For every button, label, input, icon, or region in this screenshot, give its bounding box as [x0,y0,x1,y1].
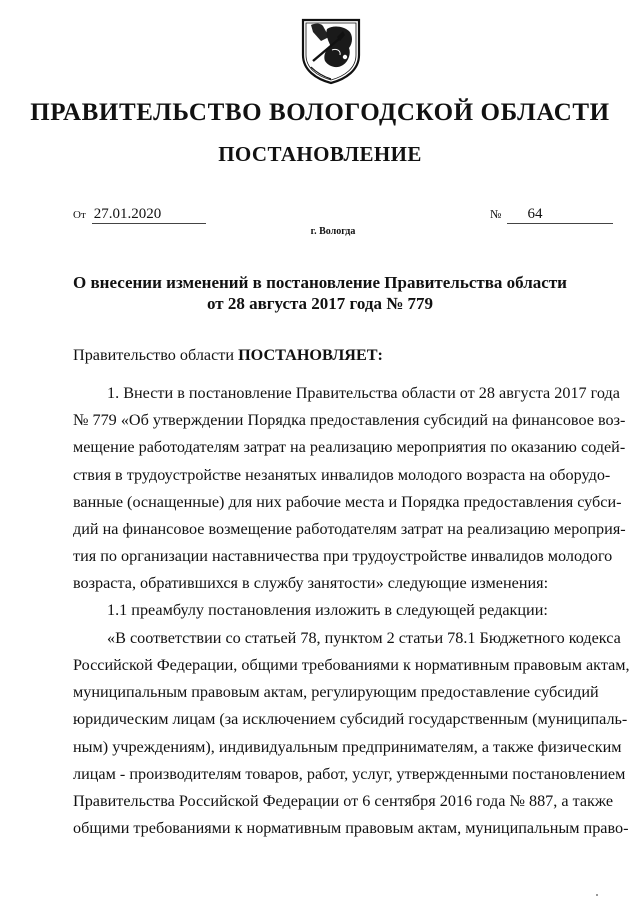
paragraph-line: ным) учреждениям), индивидуальным предпринимателям, а также физическим [73,738,622,756]
scan-speck [596,894,598,896]
paragraph-line: мещение работодателям затрат на реализацию мероприятия по оказанию содей- [73,438,626,456]
paragraph-line: лицам - производителям товаров, работ, услуг, утвержденными постановлением [73,765,626,783]
paragraph-line: возраста, обратившихся в службу занятости» следующие изменения: [73,574,549,592]
resolve-keyword: ПОСТАНОВЛЯЕТ: [238,346,383,364]
paragraph-line: Российской Федерации, общими требованиями к нормативным правовым актам, [73,656,630,674]
heading-line: О внесении изменений в постановление Правительства области [73,273,567,292]
paragraph-line: ствия в трудоустройстве незанятых инвалидов молодого возраста на оборудо- [73,466,611,484]
number-field [490,206,613,224]
paragraph-line: ванные (оснащенные) для них рабочие места и Порядка предоставления субси- [73,493,622,511]
document-number: 64 [507,206,613,224]
paragraph-line: общими требованиями к нормативным правовым актам, муниципальным право- [73,819,629,837]
government-title: ПРАВИТЕЛЬСТВО ВОЛОГОДСКОЙ ОБЛАСТИ [30,99,610,126]
date-prefix: От [73,209,86,221]
heading-line: от 28 августа 2017 года № 779 [206,294,434,313]
city-label: г. Вологда [310,226,356,237]
document-heading [0,272,640,314]
paragraph-line: муниципальным правовым актам, регулирующим предоставление субсидий [73,683,599,701]
date-field [73,206,206,224]
document-type: ПОСТАНОВЛЕНИЕ [218,142,422,166]
paragraph-line: Правительства Российской Федерации от 6 сентября 2016 года № 887, а также [73,792,614,810]
resolve-prefix: Правительство области [73,346,239,364]
paragraph-line: «В соответствии со статьей 78, пунктом 2 статьи 78.1 Бюджетного кодекса [107,629,621,647]
paragraph-line: № 779 «Об утверждении Порядка предоставления субсидий на финансовое воз- [73,411,626,429]
resolve-line [73,345,383,365]
paragraph-line: тия по организации наставничества при трудоустройстве инвалидов молодого [73,547,613,565]
document-date: 27.01.2020 [92,206,206,224]
number-prefix: № [490,207,502,221]
paragraph-line: юридическим лицам (за исключением субсидий государственным (муниципаль- [73,710,628,728]
vologda-coat-of-arms-icon [299,17,363,85]
paragraph-line: 1.1 преамбулу постановления изложить в следующей редакции: [107,601,548,619]
paragraph-line: 1. Внести в постановление Правительства области от 28 августа 2017 года [107,384,620,402]
paragraph-line: дий на финансовое возмещение работодателям затрат на реализацию мероприя- [73,520,626,538]
